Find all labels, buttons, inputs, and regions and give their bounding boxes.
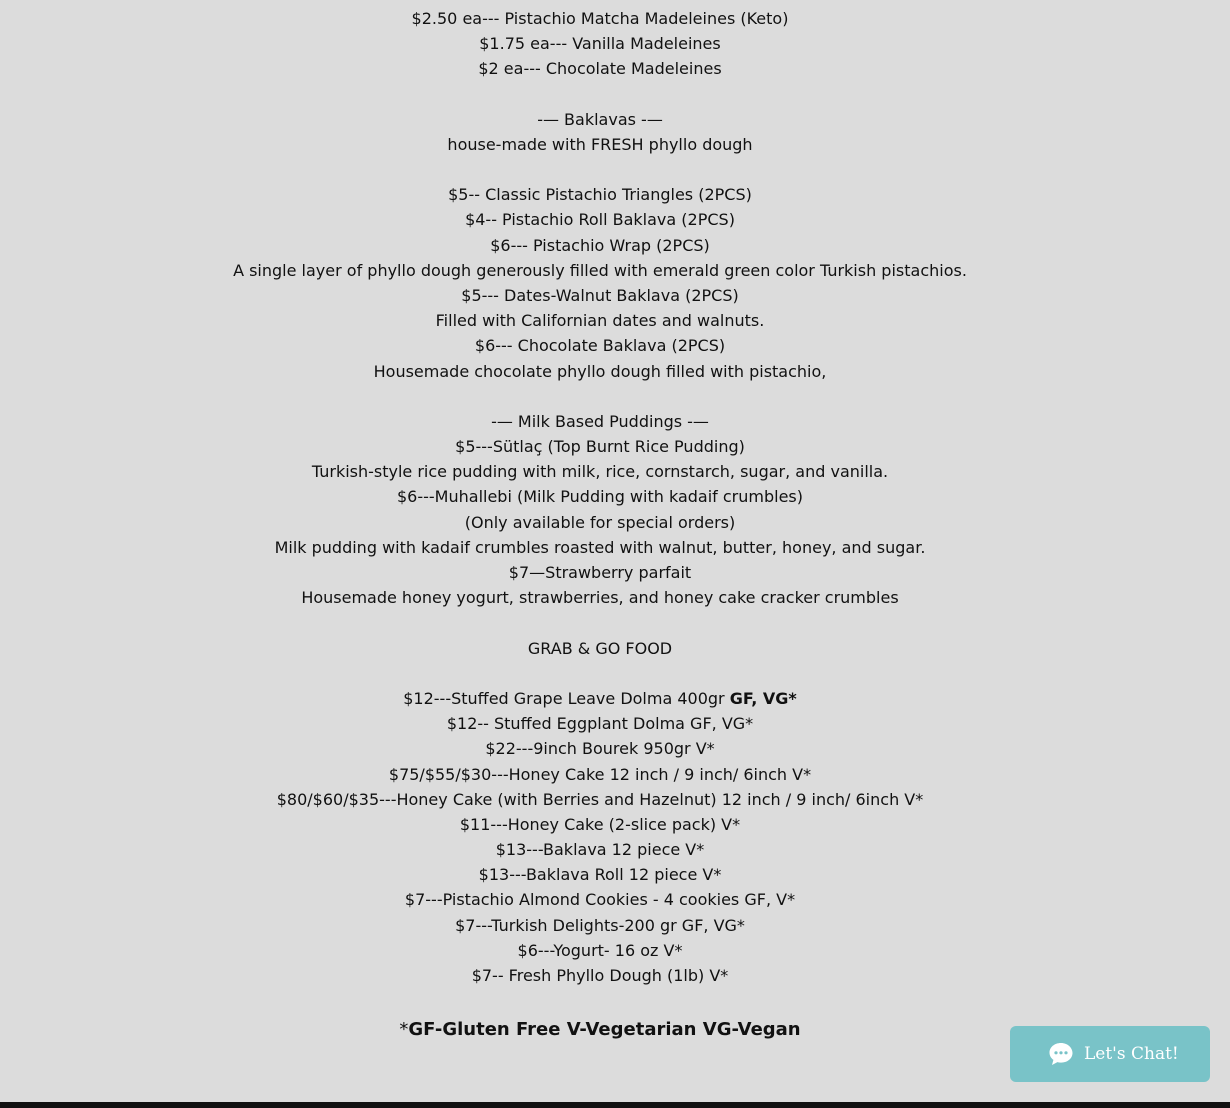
menu-item-grab: $7---Turkish Delights-200 gr GF, VG* bbox=[455, 916, 745, 935]
menu-item-pudding: $6---Muhallebi (Milk Pudding with kadaif crumbles) bbox=[397, 487, 803, 506]
chat-label: Let's Chat! bbox=[1084, 1044, 1179, 1064]
menu-item-grab: $11---Honey Cake (2-slice pack) V* bbox=[459, 815, 741, 834]
chat-bubble-icon bbox=[1048, 1041, 1074, 1067]
menu-item-grab: $12-- Stuffed Eggplant Dolma GF, VG* bbox=[446, 714, 754, 733]
footer-bar bbox=[0, 1102, 1230, 1108]
menu-item-description: A single layer of phyllo dough generously filled with emerald green color Turkish pistachios. bbox=[233, 261, 967, 280]
menu-item-madeleine: $2.50 ea--- Pistachio Matcha Madeleines (Keto) bbox=[411, 9, 789, 28]
menu-item-baklava: $5-- Classic Pistachio Triangles (2PCS) bbox=[448, 185, 752, 204]
menu-item-baklava: $5--- Dates-Walnut Baklava (2PCS) bbox=[461, 286, 739, 305]
menu-item-grab: $22---9inch Bourek 950gr V* bbox=[485, 739, 715, 758]
menu-item-madeleine: $2 ea--- Chocolate Madeleines bbox=[478, 59, 722, 78]
menu-item-baklava: $4-- Pistachio Roll Baklava (2PCS) bbox=[465, 210, 735, 229]
menu-item-pudding: $5---Sütlaç (Top Burnt Rice Pudding) bbox=[455, 437, 745, 456]
chat-widget-button[interactable] bbox=[1010, 1026, 1210, 1082]
menu-item-description: Housemade chocolate phyllo dough filled with pistachio, bbox=[373, 362, 827, 381]
menu-item-description: Housemade honey yogurt, strawberries, and honey cake cracker crumbles bbox=[301, 588, 899, 607]
section-header-grab-and-go: GRAB & GO FOOD bbox=[527, 639, 673, 658]
section-subtitle-baklavas: house-made with FRESH phyllo dough bbox=[447, 135, 753, 154]
section-header-puddings: -— Milk Based Puddings -— bbox=[491, 412, 709, 431]
menu-item-grab bbox=[0, 689, 1200, 709]
menu-item-baklava: $6--- Chocolate Baklava (2PCS) bbox=[474, 336, 726, 355]
menu-item-baklava: $6--- Pistachio Wrap (2PCS) bbox=[490, 236, 710, 255]
menu-item-madeleine: $1.75 ea--- Vanilla Madeleines bbox=[479, 34, 721, 53]
menu-item-grab-text: $12---Stuffed Grape Leave Dolma 400gr bbox=[403, 689, 730, 708]
menu-item-description: Turkish-style rice pudding with milk, rice, cornstarch, sugar, and vanilla. bbox=[311, 462, 889, 481]
menu-item-grab: $6---Yogurt- 16 oz V* bbox=[517, 941, 683, 960]
menu-item-pudding: $7—Strawberry parfait bbox=[508, 563, 692, 582]
menu-item-grab: $7-- Fresh Phyllo Dough (1lb) V* bbox=[471, 966, 729, 985]
menu-item-grab: $80/$60/$35---Honey Cake (with Berries and Hazelnut) 12 inch / 9 inch/ 6inch V* bbox=[276, 790, 924, 809]
legend-text: GF-Gluten Free V-Vegetarian VG-Vegan bbox=[408, 1019, 801, 1040]
section-header-baklavas: -— Baklavas -— bbox=[537, 110, 663, 129]
menu-item-grab: $75/$55/$30---Honey Cake 12 inch / 9 inch/ 6inch V* bbox=[388, 765, 812, 784]
legend-star: * bbox=[399, 1019, 409, 1040]
menu-item-description: Filled with Californian dates and walnuts. bbox=[435, 311, 765, 330]
menu-item-description: Milk pudding with kadaif crumbles roasted with walnut, butter, honey, and sugar. bbox=[274, 538, 926, 557]
menu-item-grab: $13---Baklava 12 piece V* bbox=[495, 840, 705, 859]
menu-item-grab: $7---Pistachio Almond Cookies - 4 cookies GF, V* bbox=[404, 890, 796, 909]
diet-tags: GF, VG* bbox=[729, 689, 797, 708]
menu-item-note: (Only available for special orders) bbox=[464, 513, 736, 532]
menu-item-grab: $13---Baklava Roll 12 piece V* bbox=[478, 865, 722, 884]
